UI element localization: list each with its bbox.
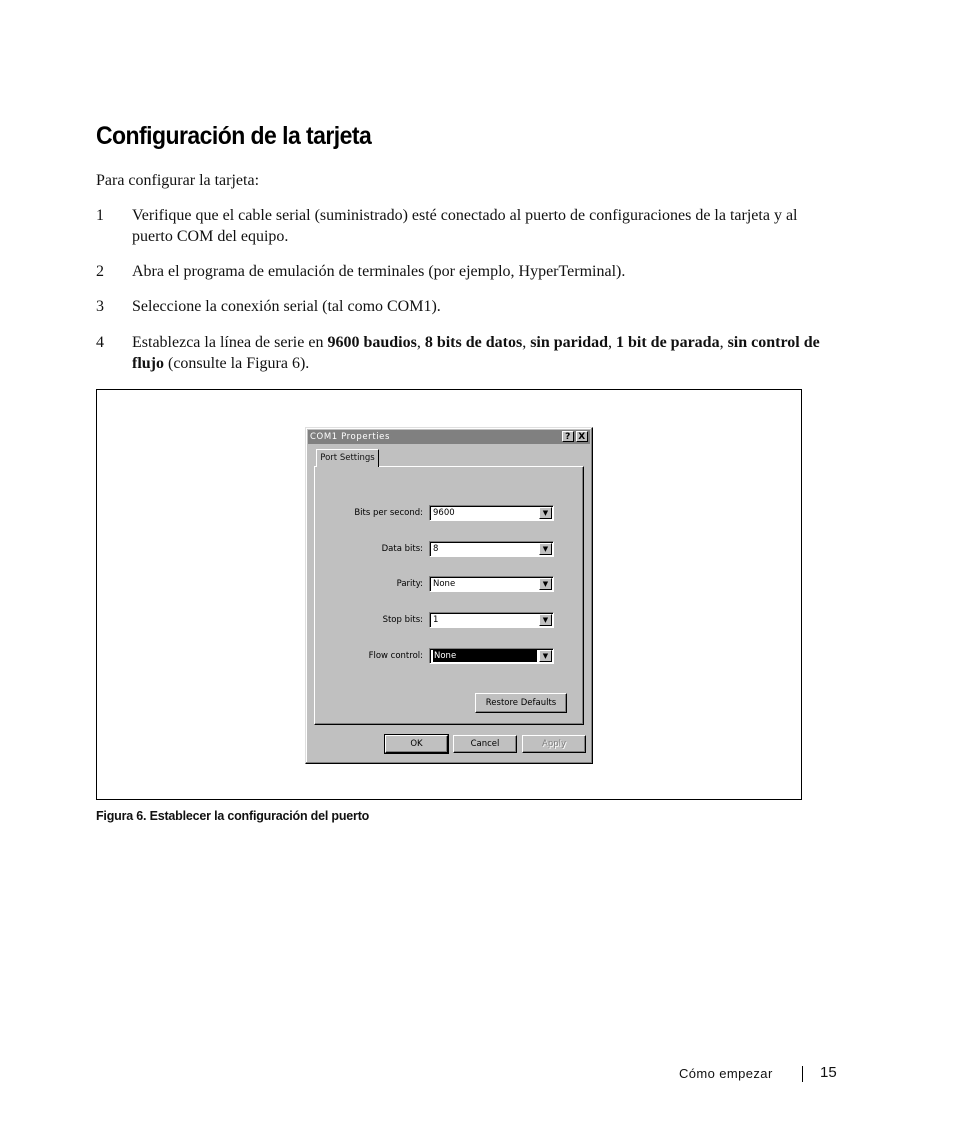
data-bits-label: Data bits: [381,544,423,554]
flow-control-value: None [433,650,537,662]
step-item [96,332,826,374]
data-bits-select[interactable] [429,541,554,557]
step-text-part: Establezca la línea de serie en [132,334,328,351]
step-bold-stop-bit: 1 bit de parada [616,334,720,351]
step-item [96,296,826,317]
flow-control-label: Flow control: [368,651,423,661]
chevron-down-icon[interactable]: ▼ [539,507,552,519]
bits-per-second-value: 9600 [433,508,455,518]
chevron-down-icon[interactable]: ▼ [539,614,552,626]
step-bold-flow-control: sin control de flujo [132,334,820,372]
step-bold-data-bits: 8 bits de datos [424,334,523,351]
chevron-down-icon[interactable]: ▼ [539,543,552,555]
ok-button[interactable]: OK [385,735,448,753]
step-text: Abra el programa de emulación de terminales (por ejemplo, HyperTerminal). [132,263,626,280]
step-item [96,205,826,247]
close-button[interactable]: X [576,431,588,442]
chevron-down-icon[interactable]: ▼ [539,578,552,590]
step-number: 2 [96,263,104,280]
intro-text: Para configurar la tarjeta: [96,172,260,189]
step-text-part: (consulte la Figura 6). [164,355,310,372]
section-title: Configuración de la tarjeta [96,122,372,150]
restore-defaults-button[interactable]: Restore Defaults [475,693,567,713]
footer-section-name: Cómo empezar [679,1066,773,1081]
step-number: 3 [96,298,104,315]
parity-value: None [433,579,456,589]
step-separator: , [719,334,728,351]
step-separator: , [416,334,425,351]
step-separator: , [522,334,531,351]
help-button[interactable]: ? [562,431,574,442]
step-text: Seleccione la conexión serial (tal como COM1). [132,298,441,315]
step-number: 1 [96,207,104,224]
step-text [132,332,826,374]
stop-bits-label: Stop bits: [382,615,423,625]
cancel-button[interactable]: Cancel [453,735,517,753]
data-bits-value: 8 [433,544,439,554]
parity-select[interactable] [429,576,554,592]
tab-port-settings[interactable]: Port Settings [316,449,379,467]
apply-button[interactable]: Apply [522,735,586,753]
chevron-down-icon[interactable]: ▼ [539,650,552,662]
step-text: Verifique que el cable serial (suministrado) esté conectado al puerto de configuraciones de la tarjeta y al puerto COM del equipo. [132,207,798,245]
stop-bits-value: 1 [433,615,439,625]
bits-per-second-select[interactable] [429,505,554,521]
step-bold-baud: 9600 baudios [327,334,417,351]
bits-per-second-label: Bits per second: [354,508,423,518]
dialog-titlebar [308,430,590,444]
flow-control-select[interactable] [429,648,554,664]
footer-divider [802,1066,803,1082]
com1-properties-dialog [305,427,593,764]
step-bold-parity: sin paridad [530,334,608,351]
parity-label: Parity: [396,579,423,589]
page-number: 15 [820,1064,837,1081]
step-separator: , [608,334,616,351]
port-settings-panel [314,466,584,725]
stop-bits-select[interactable] [429,612,554,628]
dialog-title: COM1 Properties [310,432,391,442]
step-item [96,261,826,282]
step-number: 4 [96,334,104,351]
figure-caption: Figura 6. Establecer la configuración del puerto [96,809,370,823]
